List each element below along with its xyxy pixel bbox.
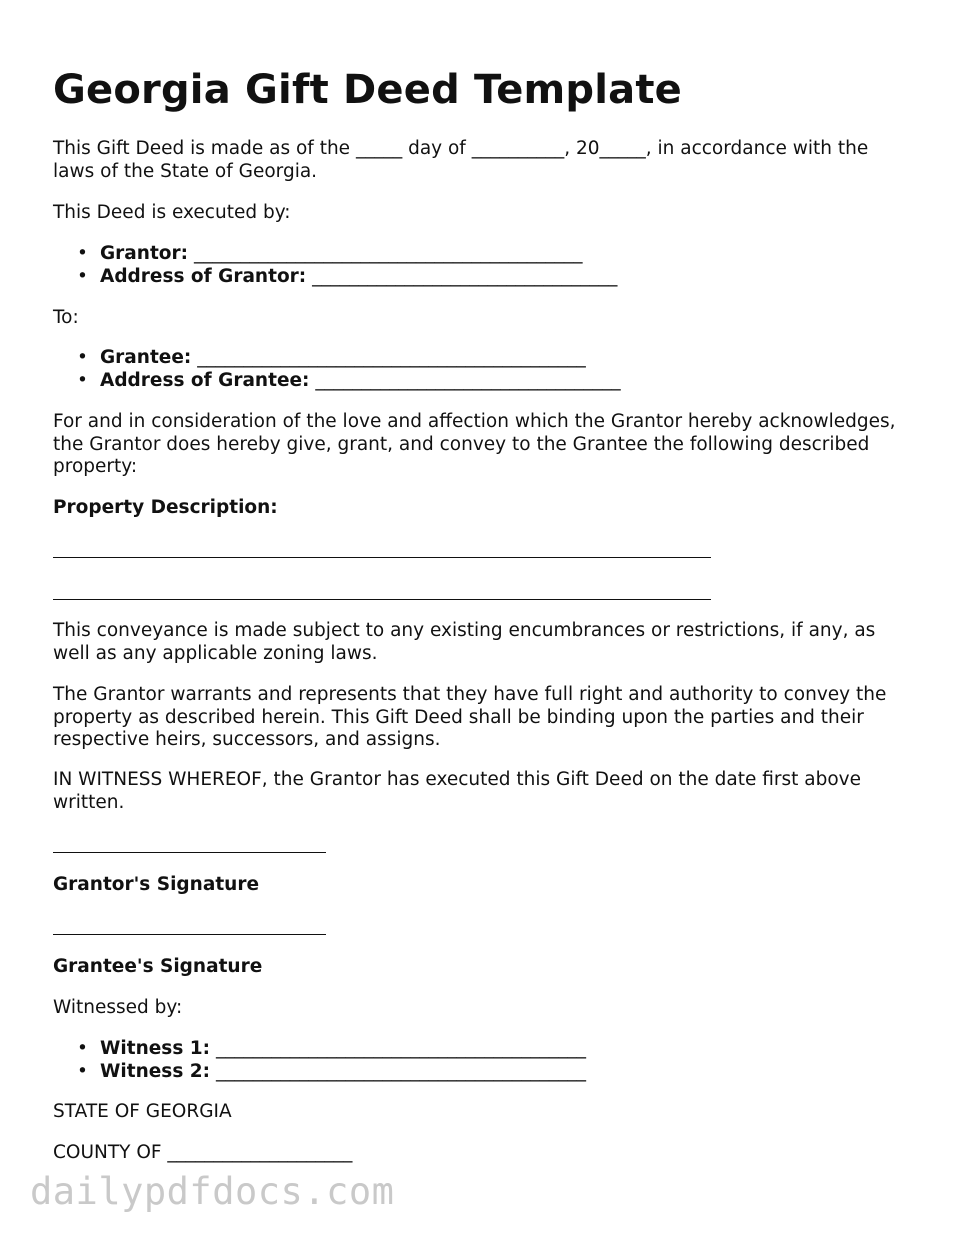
grantee-signature-label: Grantee's Signature [53,956,263,977]
bullet-icon: • [77,1038,88,1059]
bullet-icon: • [77,243,88,264]
county-line: COUNTY OF ____________________ [53,1142,353,1163]
bullet-icon: • [77,265,88,287]
grantee-list [53,347,621,392]
document-title: Georgia Gift Deed Template [53,67,683,113]
grantee-name-blank[interactable]: __________________________________________ [197,347,586,368]
grantee-name-label: Grantee: [100,347,192,368]
grantee-address-label: Address of Grantee: [100,369,310,391]
grantor-signature-line[interactable] [53,852,326,853]
warranty-paragraph: The Grantor warrants and represents that they have full right and authority to convey the property as described herein. This Gift Deed shall be binding upon the parties and their respective heirs, successors, and assigns. [53,684,887,750]
consideration-paragraph: For and in consideration of the love and affection which the Grantor hereby acknowledges, the Grantor does hereby give, grant, and convey to the Grantee the following described property: [53,411,896,477]
witness-list [53,1038,586,1083]
grantor-address-item [53,266,617,289]
grantor-name-item [53,243,617,266]
watermark-text: dailypdfdocs.com [30,1170,395,1213]
grantee-name-item [53,347,621,370]
executed-by-text: This Deed is executed by: [53,202,291,223]
bullet-icon: • [77,347,88,368]
witness-item [53,1061,586,1084]
property-description-line-2[interactable] [53,599,711,600]
grantee-signature-line[interactable] [53,934,326,935]
intro-paragraph: This Gift Deed is made as of the _____ day of __________, 20_____, in accordance with the laws of the State of Georgia. [53,138,869,182]
witness-label: Witness 2: [100,1060,211,1082]
grantor-name-blank[interactable]: __________________________________________ [193,243,583,264]
witness-label: Witness 1: [100,1038,211,1059]
bullet-icon: • [77,1060,88,1082]
grantor-address-label: Address of Grantor: [100,265,307,287]
witnessed-by-text: Witnessed by: [53,997,183,1018]
witness-blank[interactable]: ________________________________________ [215,1060,586,1082]
grantor-name-label: Grantor: [100,243,189,264]
property-description-heading: Property Description: [53,497,278,518]
bullet-icon: • [77,369,88,391]
grantor-list [53,243,617,288]
grantee-address-item [53,370,621,393]
witness-whereof-paragraph: IN WITNESS WHEREOF, the Grantor has executed this Gift Deed on the date first above written. [53,769,861,813]
witness-item [53,1038,586,1061]
grantor-address-blank[interactable]: _________________________________ [312,265,618,287]
witness-blank[interactable]: ________________________________________ [215,1038,586,1059]
to-text: To: [53,307,79,328]
grantor-signature-label: Grantor's Signature [53,874,260,895]
property-description-line-1[interactable] [53,557,711,558]
state-line: STATE OF GEORGIA [53,1101,232,1122]
encumbrances-paragraph: This conveyance is made subject to any existing encumbrances or restrictions, if any, as well as any applicable zoning laws. [53,620,876,664]
grantee-address-blank[interactable]: _________________________________ [315,369,621,391]
